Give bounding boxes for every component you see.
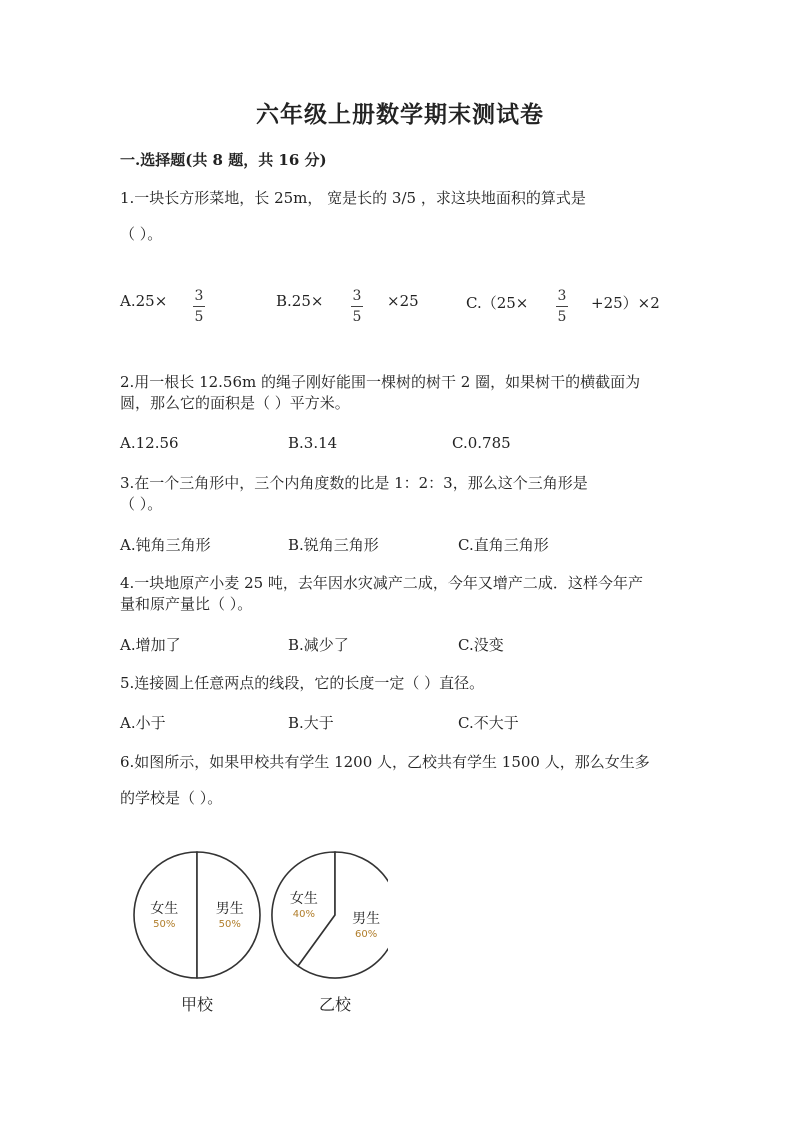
- pie-title: 乙校: [318, 995, 352, 1014]
- question-3-blank: （ ）。: [120, 495, 163, 513]
- q4-option-b: B.减少了: [288, 636, 349, 654]
- q5-option-a: A.小于: [120, 714, 166, 732]
- pie-category-label: 女生: [150, 901, 179, 917]
- question-3-text: 3.在一个三角形中，三个内角度数的比是 1：2：3，那么这个三角形是: [120, 474, 588, 492]
- question-5-text: 5.连接圆上任意两点的线段，它的长度一定（ ）直径。: [120, 674, 485, 692]
- pie-charts-figure: [128, 848, 388, 1028]
- fraction-bar: [351, 306, 363, 307]
- fraction-denominator: 5: [194, 309, 204, 325]
- pie-percent-label: 50%: [153, 919, 176, 930]
- question-4-text: 4.一块地原产小麦 25 吨，去年因水灾减产二成，今年又增产二成．这样今年产: [120, 574, 643, 592]
- fraction-bar: [556, 306, 568, 307]
- pie-percent-label: 60%: [355, 929, 378, 941]
- section-heading: 一.选择题(共 8 题，共 16 分): [120, 151, 327, 169]
- pie-chart-1: [134, 852, 260, 1014]
- q1-option-b-suffix: ×25: [387, 292, 419, 310]
- fraction-denominator: 5: [352, 309, 362, 325]
- q2-option-c: C.0.785: [452, 434, 511, 452]
- q4-option-c: C.没变: [458, 636, 504, 654]
- pie-percent-label: 40%: [292, 908, 315, 920]
- q3-option-c: C.直角三角形: [458, 536, 549, 554]
- q5-option-b: B.大于: [288, 714, 334, 732]
- pie-category-label: 男生: [215, 901, 244, 917]
- question-2-text: 2.用一根长 12.56m 的绳子刚好能围一棵树的树干 2 圈，如果树干的横截面为: [120, 373, 641, 391]
- q1-option-b-fraction: [351, 288, 363, 325]
- pie-category-label: 女生: [289, 890, 318, 907]
- fraction-denominator: 5: [557, 309, 567, 325]
- q1-option-a-fraction: [193, 288, 205, 325]
- question-6-blank: 的学校是（ ）。: [120, 789, 223, 807]
- q2-option-b: B.3.14: [288, 434, 338, 452]
- q1-option-a: A.25×: [120, 292, 168, 310]
- q1-option-c-fraction: [556, 288, 568, 325]
- page-title: 六年级上册数学期末测试卷: [256, 101, 544, 128]
- pie-chart-2: [272, 852, 388, 1014]
- q1-option-c-suffix: +25）×2: [591, 294, 660, 312]
- q5-option-c: C.不大于: [458, 714, 519, 732]
- q1-option-b: B.25×: [276, 292, 324, 310]
- fraction-numerator: 3: [557, 288, 567, 304]
- q3-option-a: A.钝角三角形: [120, 536, 211, 554]
- pie-category-label: 男生: [352, 911, 381, 928]
- q3-option-b: B.锐角三角形: [288, 536, 379, 554]
- fraction-numerator: 3: [352, 288, 362, 304]
- fraction-bar: [193, 306, 205, 307]
- question-1-text: 1.一块长方形菜地，长 25m， 宽是长的 3/5 ，求这块地面积的算式是: [120, 189, 586, 207]
- question-6-text: 6.如图所示，如果甲校共有学生 1200 人，乙校共有学生 1500 人，那么女生多: [120, 753, 650, 771]
- pie-title: 甲校: [180, 995, 214, 1014]
- pie-percent-label: 50%: [218, 919, 241, 930]
- question-2-text-cont: 圆，那么它的面积是（ ）平方米。: [120, 394, 350, 412]
- q4-option-a: A.增加了: [120, 636, 181, 654]
- q1-option-c: C.（25×: [466, 294, 529, 312]
- q2-option-a: A.12.56: [120, 434, 179, 452]
- question-1-blank: （ ）。: [120, 225, 163, 243]
- question-4-text-cont: 量和原产量比（ ）。: [120, 595, 253, 613]
- fraction-numerator: 3: [194, 288, 204, 304]
